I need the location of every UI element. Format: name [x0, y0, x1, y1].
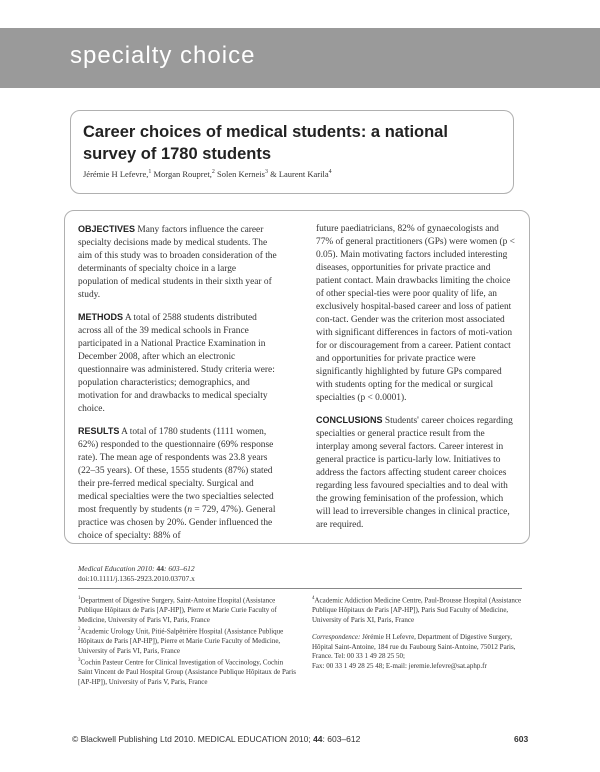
conclusions-heading: CONCLUSIONS	[316, 415, 383, 425]
affiliation-3	[78, 656, 298, 687]
page-footer	[72, 734, 360, 744]
affiliation-marker: 4	[312, 596, 315, 601]
results-n-symbol: n	[187, 505, 193, 515]
author-name: Solen Kerneis	[214, 169, 265, 179]
affiliations-divider	[78, 588, 522, 589]
affiliation-text: Department of Digestive Surgery, Saint-Antoine Hospital (Assistance Publique Hôpitaux de Paris [AP-HP]), Pierre et Marie Curie Faculty of Medicine, University of Paris VI, Paris, France	[78, 596, 277, 624]
abstract-column-left	[78, 223, 278, 552]
affiliation-marker: 3	[78, 658, 81, 664]
abstract-objectives	[78, 223, 278, 302]
author-affiliation-marker: 1	[148, 169, 152, 176]
article-title: Career choices of medical students: a national survey of 1780 students	[83, 123, 448, 163]
methods-text: A total of 2588 students distributed across all of the 39 medical schools in France participated in a National Practice Examination in December 2008, after which an electronic questionnaire was administered. Study criteria were: population characteristics; demographics, and motivation for and drawbacks to medical specialty choice.	[78, 313, 275, 414]
correspondence-text: Jérémie H Lefevre, Department of Digestive Surgery, Hôpital Saint-Antoine, 184 rue du Faubourg Saint-Antoine, 75012 Paris, France. Tel: 00 33 1 49 28 25 50;	[312, 633, 516, 661]
author-name: Morgan Roupret,	[151, 169, 212, 179]
author-name: Jérémie H Lefevre,	[83, 169, 149, 179]
correspondence	[312, 633, 524, 662]
conclusions-text: Students' career choices regarding specialties or general practice result from the interplay among several factors. Career interest in general practice is particu-larly low. Initiatives to address the factors affecting student career choices regarding less favoured specialties and to deal with the growing feminisation of the profession, which will lead to irreversible changes in clinical practice, are required.	[316, 416, 513, 530]
author-list	[83, 169, 332, 179]
abstract-results-continued: future paediatricians, 82% of gynaecologists and 77% of general practitioners (GPs) were women (p < 0.05). Main motivating factors included interesting diseases, opportunities for private practice and patient contact. Main drawbacks limiting the choice of other special-ties were poor quality of life, an exclusively hospital-based career and loss of patient con-tact. Gender was the criterion most associated with significant differences in factors of moti-vation for or discouragement from a career. Patient contact and opportunities for private practice were significantly highlighted by future GPs compared with students opting for the medical or surgical specialties (p < 0.0001).	[316, 224, 515, 403]
citation-year: 2010:	[135, 564, 157, 573]
results-text-continued: = 729, 47%). General practice was chosen by 20%. Gender influenced the choice of specialty: 88% of	[78, 505, 276, 541]
objectives-heading: OBJECTIVES	[78, 224, 136, 234]
affiliation-4	[312, 594, 524, 625]
affiliation-text: Academic Urology Unit, Pitié-Salpêtrière Hospital (Assistance Publique Hôpitaux de Paris [AP-HP]), Pierre et Marie Curie Faculty of Medicine, University of Paris VI, Paris, France	[78, 627, 284, 655]
author-name: & Laurent Karila	[267, 169, 329, 179]
page-number: 603	[514, 734, 529, 744]
abstract-column-right	[316, 223, 516, 541]
section-label: specialty choice	[70, 42, 256, 69]
objectives-text: Many factors influence the career specialty decisions made by medical students. The aim of this study was to broaden consideration of the determinants of specialty choice in a large population of medical students in their sixth year of study.	[78, 225, 277, 300]
affiliations-left	[78, 594, 298, 687]
affiliation-marker: 1	[78, 596, 81, 601]
abstract-methods	[78, 311, 278, 416]
journal-name: Medical Education	[78, 564, 136, 573]
affiliation-text: Academic Addiction Medicine Centre, Paul-Brousse Hospital (Assistance Publique Hôpitaux de Paris [AP-HP]), Paris Sud Faculty of Medicine, University of Paris XI, Paris, France	[312, 596, 522, 624]
author-affiliation-marker: 3	[264, 169, 268, 176]
results-heading: RESULTS	[78, 426, 120, 436]
citation-volume: 44	[156, 564, 165, 573]
footer-volume: 44	[313, 734, 323, 744]
affiliation-marker: 2	[78, 627, 81, 633]
methods-heading: METHODS	[78, 312, 123, 322]
affiliation-1	[78, 594, 298, 625]
copyright-text: © Blackwell Publishing Ltd 2010. MEDICAL EDUCATION 2010;	[72, 734, 314, 744]
citation-pages: : 603–612	[164, 564, 195, 573]
citation-line	[78, 564, 195, 574]
section-banner	[0, 28, 600, 88]
affiliation-text: Cochin Pasteur Centre for Clinical Investigation of Vaccinology, Cochin Saint Vincent de Paul Hospital Group (Assistance Publique Hôpitaux de Paris [AP-HP]), University of Paris V, Paris, France	[78, 658, 296, 686]
correspondence-label: Correspondence:	[312, 633, 361, 642]
results-text: A total of 1780 students (1111 women, 62%) responded to the questionnaire (69% response rate). The mean age of respondents was 23.8 years (22–35 years). Of these, 1555 students (87%) stated their pre-ferred medical specialty. Surgical and medical specialties were the two specialties selected most frequently by students (	[78, 427, 274, 515]
doi: doi:10.1111/j.1365-2923.2010.03707.x	[78, 574, 195, 583]
author-affiliation-marker: 4	[328, 169, 332, 176]
affiliation-2	[78, 625, 298, 656]
affiliations-right	[312, 594, 524, 671]
abstract-results	[78, 425, 278, 543]
footer-pages: : 603–612	[322, 734, 361, 744]
abstract-conclusions	[316, 414, 516, 532]
citation-block	[78, 564, 195, 584]
author-affiliation-marker: 2	[211, 169, 215, 176]
correspondence-fax-email: Fax: 00 33 1 49 28 25 48; E-mail: jeremie.lefevre@sat.aphp.fr	[312, 661, 487, 670]
